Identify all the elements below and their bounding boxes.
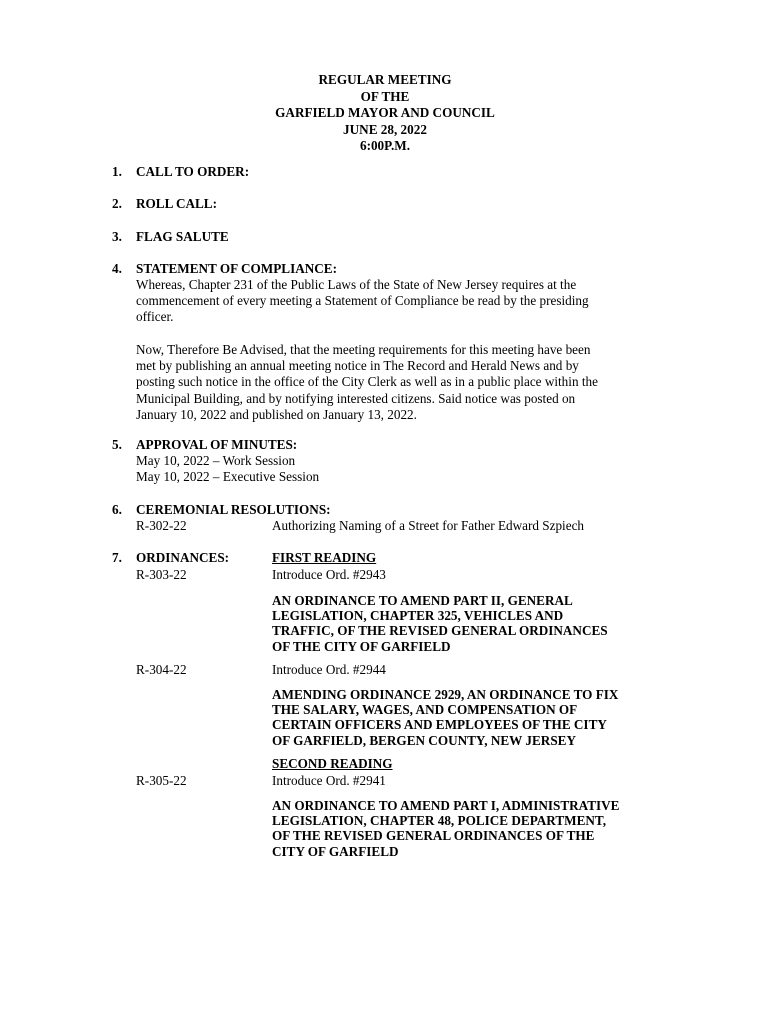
title-line: OF THE REVISED GENERAL ORDINANCES OF THE bbox=[272, 828, 595, 844]
title-line: LEGISLATION, CHAPTER 325, VEHICLES AND bbox=[272, 608, 564, 624]
text-line: commencement of every meeting a Statement of Compliance be read by the presiding bbox=[136, 293, 589, 309]
text-line: Municipal Building, and by notifying interested citizens. Said notice was posted on bbox=[136, 390, 576, 406]
resolution-description: Authorizing Naming of a Street for Father Edward Szpiech bbox=[272, 518, 585, 533]
header-line-4: JUNE 28, 2022 bbox=[343, 121, 427, 137]
document-header bbox=[0, 72, 770, 155]
text-line: Now, Therefore Be Advised, that the meeting requirements for this meeting have been bbox=[136, 342, 591, 357]
item-number: 1. bbox=[112, 164, 122, 179]
text-line: officer. bbox=[136, 309, 174, 325]
item-number: 2. bbox=[112, 196, 122, 211]
resolution-code: R-305-22 bbox=[136, 773, 187, 788]
item-heading-roll-call: ROLL CALL: bbox=[136, 196, 217, 211]
ordinance-title bbox=[272, 687, 618, 748]
minutes-entry: May 10, 2022 – Work Session bbox=[136, 453, 296, 468]
item-heading-flag-salute: FLAG SALUTE bbox=[136, 229, 229, 244]
resolution-code: R-304-22 bbox=[136, 662, 187, 677]
title-line: AN ORDINANCE TO AMEND PART I, ADMINISTRATIVE bbox=[272, 798, 620, 813]
ordinance-title bbox=[272, 593, 608, 654]
ordinance-intro: Introduce Ord. #2941 bbox=[272, 773, 386, 788]
item-number: 6. bbox=[112, 502, 122, 517]
text-line: met by publishing an annual meeting notice in The Record and Herald News and by bbox=[136, 358, 579, 374]
compliance-paragraph-2 bbox=[136, 342, 676, 423]
minutes-list bbox=[136, 453, 676, 485]
item-number: 4. bbox=[112, 261, 122, 276]
item-heading-call-to-order: CALL TO ORDER: bbox=[136, 164, 250, 179]
header-line-1: REGULAR MEETING bbox=[318, 72, 452, 87]
resolution-code: R-302-22 bbox=[136, 518, 187, 533]
title-line: OF GARFIELD, BERGEN COUNTY, NEW JERSEY bbox=[272, 732, 576, 748]
item-heading-minutes: APPROVAL OF MINUTES: bbox=[136, 437, 298, 452]
resolution-code: R-303-22 bbox=[136, 567, 187, 582]
title-line: LEGISLATION, CHAPTER 48, POLICE DEPARTMENT, bbox=[272, 813, 607, 829]
ordinance-intro: Introduce Ord. #2944 bbox=[272, 662, 386, 677]
title-line: CERTAIN OFFICERS AND EMPLOYEES OF THE CITY bbox=[272, 717, 607, 733]
item-number: 5. bbox=[112, 437, 122, 452]
title-line: TRAFFIC, OF THE REVISED GENERAL ORDINANCES bbox=[272, 623, 608, 639]
ordinance-intro: Introduce Ord. #2943 bbox=[272, 567, 386, 582]
title-line: AN ORDINANCE TO AMEND PART II, GENERAL bbox=[272, 593, 573, 608]
item-heading-ordinances: ORDINANCES: bbox=[136, 550, 230, 565]
text-line: Whereas, Chapter 231 of the Public Laws of the State of New Jersey requires at the bbox=[136, 277, 577, 292]
text-line: posting such notice in the office of the City Clerk as well as in a public place within the bbox=[136, 374, 598, 390]
header-line-5: 6:00P.M. bbox=[359, 138, 411, 153]
item-number: 7. bbox=[112, 550, 122, 565]
first-reading-label: FIRST READING bbox=[272, 550, 377, 565]
title-line: THE SALARY, WAGES, AND COMPENSATION OF bbox=[272, 702, 578, 718]
title-line: CITY OF GARFIELD bbox=[272, 843, 399, 859]
text-line: January 10, 2022 and published on January 13, 2022. bbox=[136, 406, 417, 422]
header-line-2: OF THE bbox=[360, 88, 410, 104]
minutes-entry: May 10, 2022 – Executive Session bbox=[136, 469, 320, 485]
second-reading-label: SECOND READING bbox=[272, 756, 393, 771]
title-line: AMENDING ORDINANCE 2929, AN ORDINANCE TO FIX bbox=[272, 687, 619, 702]
ordinance-title bbox=[272, 798, 619, 859]
item-heading-ceremonial: CEREMONIAL RESOLUTIONS: bbox=[136, 502, 331, 517]
compliance-paragraph-1 bbox=[136, 277, 676, 326]
item-heading-compliance: STATEMENT OF COMPLIANCE: bbox=[136, 261, 337, 276]
header-line-3: GARFIELD MAYOR AND COUNCIL bbox=[275, 105, 495, 120]
item-number: 3. bbox=[112, 229, 122, 244]
title-line: OF THE CITY OF GARFIELD bbox=[272, 638, 451, 654]
